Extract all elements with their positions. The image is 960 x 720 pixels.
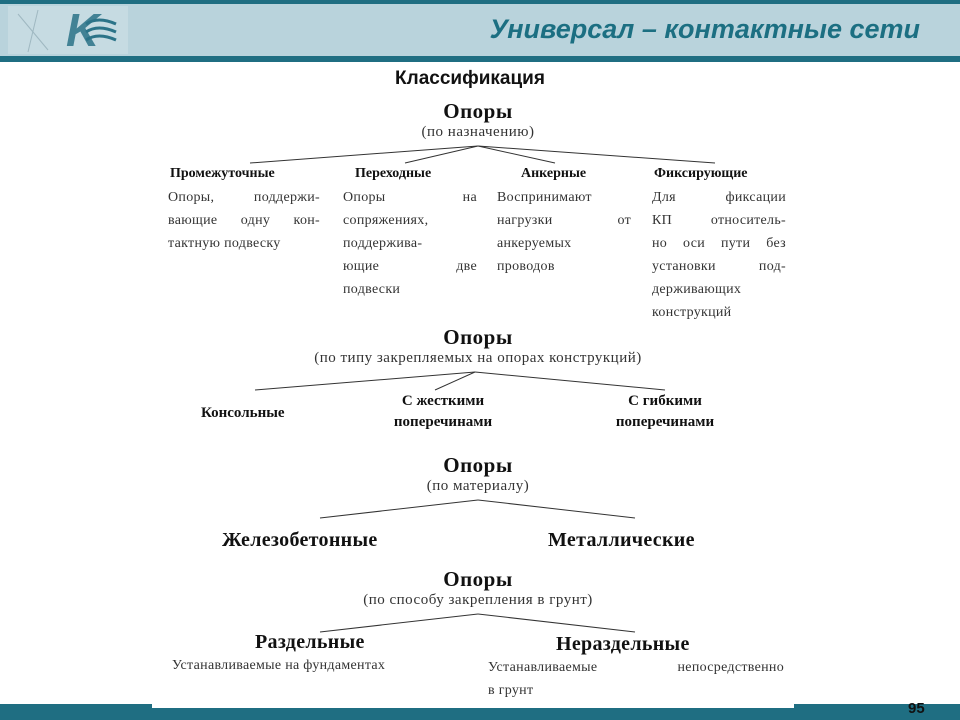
section-heading-material: Опоры — [443, 453, 513, 477]
category-integral: Нераздельные — [556, 633, 690, 655]
category-anchor: Анкерные — [521, 166, 587, 181]
category-anchor-description: Воспринимают нагрузки от анкеруемых проводов — [497, 190, 631, 274]
category-integral-description: Устанавливаемые непосредственно в грунт — [488, 660, 784, 698]
category-intermediate: Промежуточные — [170, 166, 275, 181]
section-heading-structure: Опоры — [443, 325, 513, 349]
category-transition-description: Опоры на сопряжениях, поддержива- ющие две подвески — [343, 190, 477, 297]
footer-gap — [152, 704, 794, 708]
section-subheading-purpose: (по назначению) — [421, 124, 535, 140]
category-fixing-description: Для фиксации КП относитель- но оси пути без установки под- держивающих конструкций — [652, 190, 786, 320]
section-heading-purpose: Опоры — [443, 99, 513, 123]
section-subheading-installation: (по способу закрепления в грунт) — [363, 592, 593, 608]
category-fixing: Фиксирующие — [654, 166, 748, 181]
category-transition: Переходные — [355, 166, 432, 181]
section-subheading-material: (по материалу) — [426, 478, 530, 494]
app-title: Универсал – контактные сети — [489, 14, 920, 44]
page-title: Классификация — [395, 68, 545, 89]
section-heading-installation: Опоры — [443, 567, 513, 591]
category-separate-description: Устанавливаемые на фундаментах — [172, 658, 386, 673]
section-subheading-structure: (по типу закрепляемых на опорах конструкций) — [314, 350, 642, 366]
svg-text:K: K — [66, 6, 100, 54]
category-cantilever: Консольные — [201, 405, 285, 421]
category-reinforced-concrete: Железобетонные — [222, 529, 378, 551]
category-metal: Металлические — [548, 529, 695, 551]
category-intermediate-description: Опоры, поддержи- вающие одну кон- тактную подвеску — [168, 190, 320, 251]
category-flexible-crossbars: С гибкими поперечинами — [615, 393, 715, 430]
category-separate: Раздельные — [255, 631, 365, 653]
category-rigid-crossbars: С жесткими поперечинами — [393, 393, 493, 430]
page-number: 95 — [908, 700, 925, 717]
